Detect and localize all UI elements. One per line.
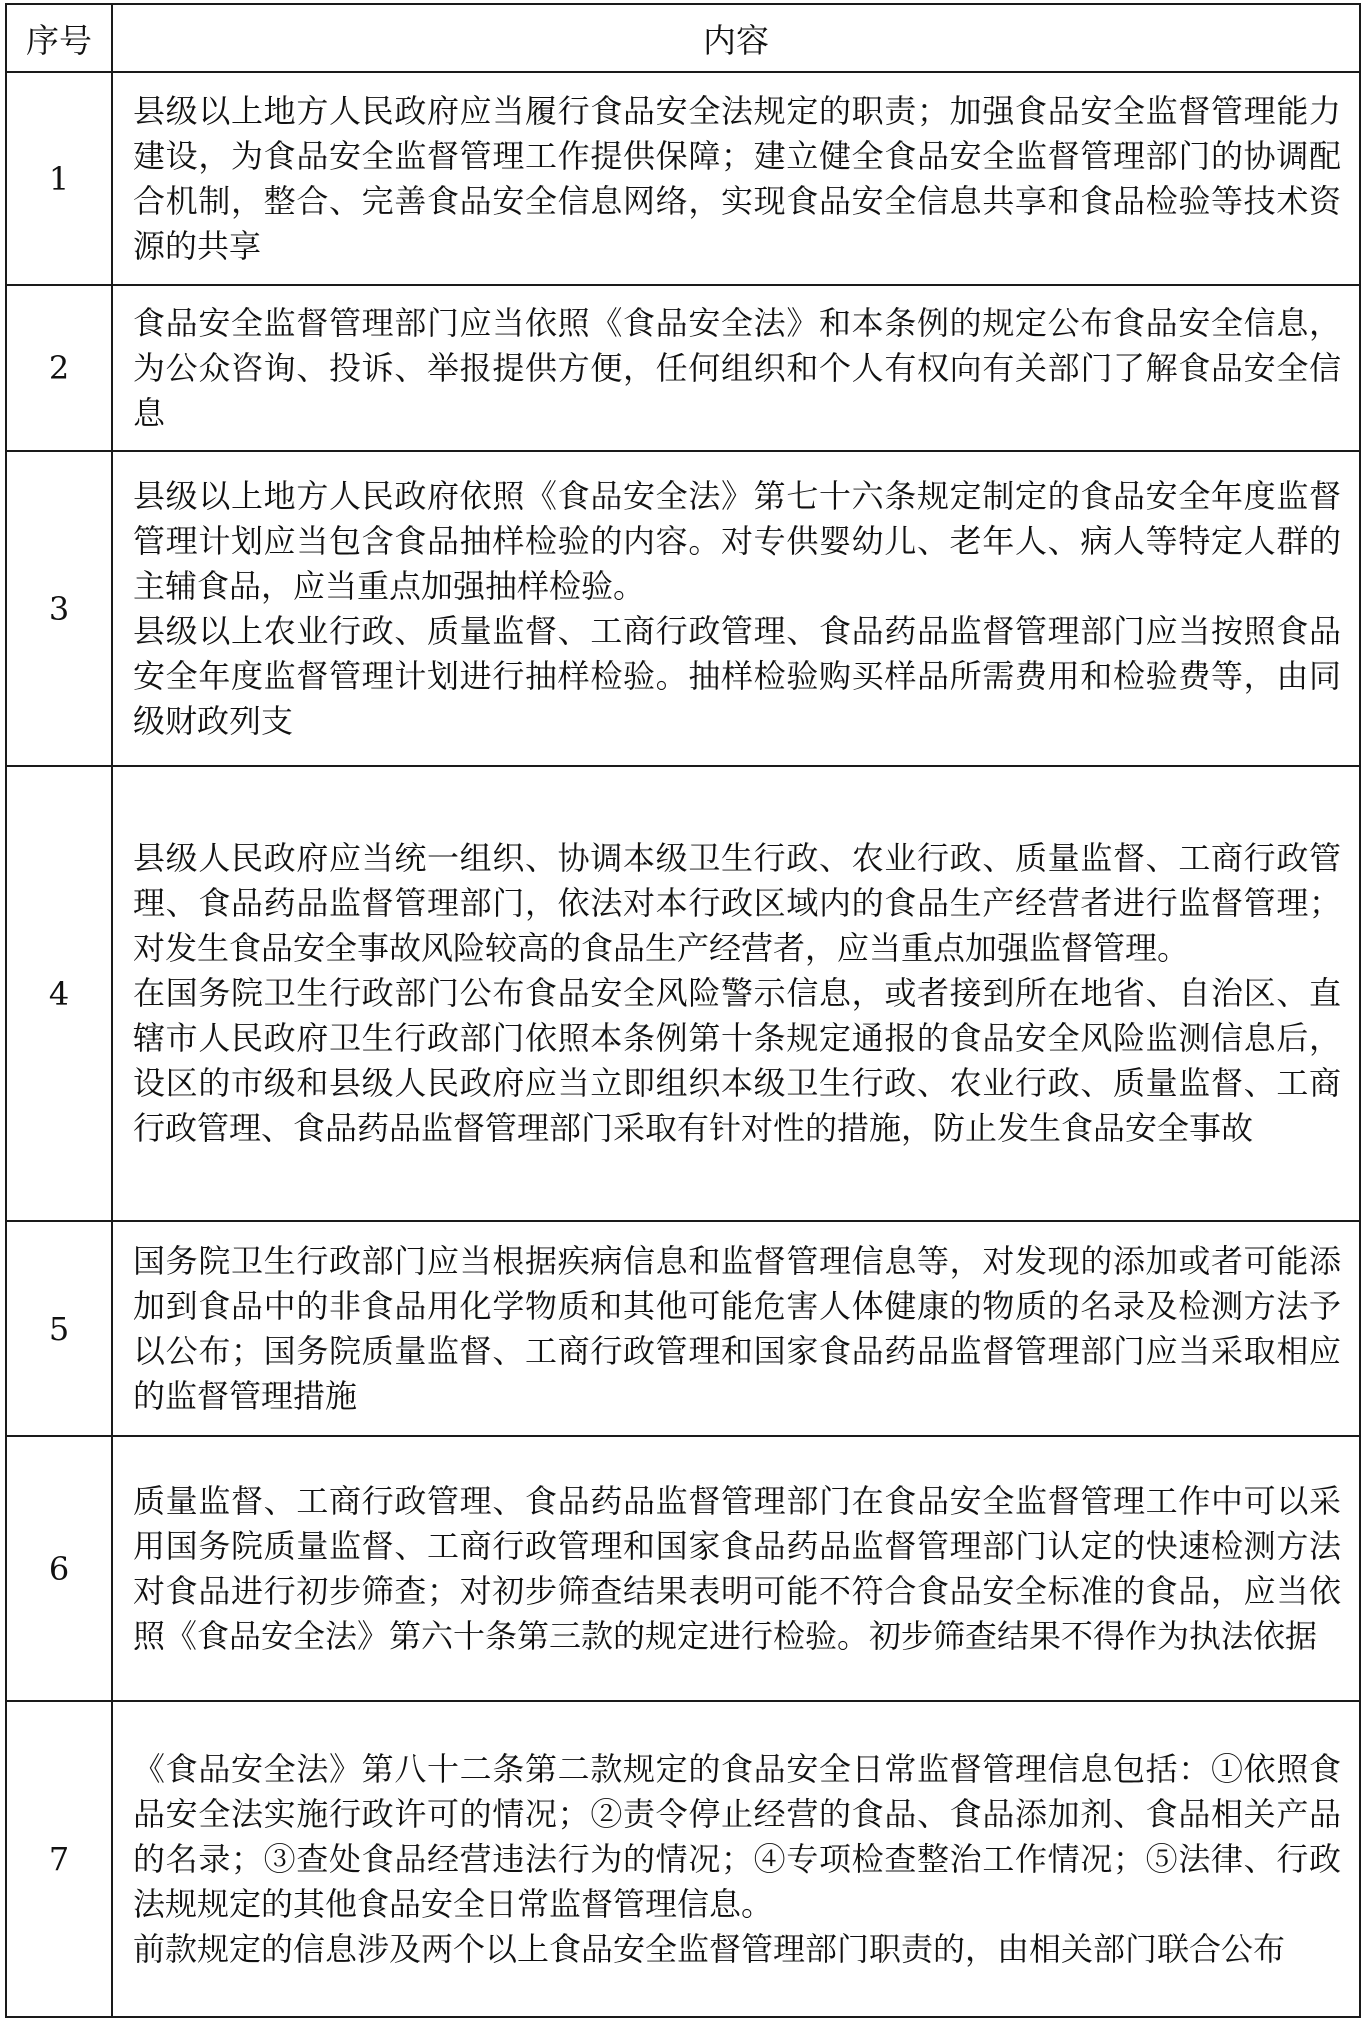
regulation-table — [5, 3, 1361, 2018]
content-paragraph: 县级以上地方人民政府依照《食品安全法》第七十六条规定制定的食品安全年度监督管理计划应当包含食品抽样检验的内容。对专供婴幼儿、老年人、病人等特定人群的主辅食品，应当重点加强抽样检验。 — [133, 476, 1341, 605]
row-number: 7 — [6, 1701, 112, 2017]
row-content — [112, 1221, 1360, 1436]
row-number: 3 — [6, 451, 112, 766]
table-header-row — [6, 4, 1360, 72]
content-paragraph: 国务院卫生行政部门应当根据疾病信息和监督管理信息等，对发现的添加或者可能添加到食品中的非食品用化学物质和其他可能危害人体健康的物质的名录及检测方法予以公布；国务院质量监督、工商行政管理和国家食品药品监督管理部门应当采取相应的监督管理措施 — [133, 1241, 1341, 1415]
content-paragraph: 县级人民政府应当统一组织、协调本级卫生行政、农业行政、质量监督、工商行政管理、食品药品监督管理部门，依法对本行政区域内的食品生产经营者进行监督管理；对发生食品安全事故风险较高的食品生产经营者，应当重点加强监督管理。 — [133, 839, 1341, 967]
content-paragraph: 前款规定的信息涉及两个以上食品安全监督管理部门职责的，由相关部门联合公布 — [133, 1929, 1286, 1968]
table-row — [6, 1436, 1360, 1701]
row-number: 1 — [6, 72, 112, 285]
content-paragraph: 县级以上农业行政、质量监督、工商行政管理、食品药品监督管理部门应当按照食品安全年度监督管理计划进行抽样检验。抽样检验购买样品所需费用和检验费等，由同级财政列支 — [133, 611, 1341, 740]
content-paragraph: 在国务院卫生行政部门公布食品安全风险警示信息，或者接到所在地省、自治区、直辖市人民政府卫生行政部门依照本条例第十条规定通报的食品安全风险监测信息后，设区的市级和县级人民政府应当立即组织本级卫生行政、农业行政、质量监督、工商行政管理、食品药品监督管理部门采取有针对性的措施，防止发生食品安全事故 — [133, 974, 1341, 1147]
header-no: 序号 — [6, 4, 112, 72]
table-row — [6, 766, 1360, 1221]
row-number: 5 — [6, 1221, 112, 1436]
content-paragraph: 质量监督、工商行政管理、食品药品监督管理部门在食品安全监督管理工作中可以采用国务院质量监督、工商行政管理和国家食品药品监督管理部门认定的快速检测方法对食品进行初步筛查；对初步筛查结果表明可能不符合食品安全标准的食品，应当依照《食品安全法》第六十条第三款的规定进行检验。初步筛查结果不得作为执法依据 — [133, 1481, 1341, 1655]
header-content: 内容 — [112, 4, 1360, 72]
row-number: 6 — [6, 1436, 112, 1701]
row-number: 2 — [6, 285, 112, 451]
row-content — [112, 285, 1360, 451]
row-content — [112, 766, 1360, 1221]
table-row — [6, 72, 1360, 285]
table-row — [6, 1221, 1360, 1436]
table-row — [6, 1701, 1360, 2017]
content-paragraph: 县级以上地方人民政府应当履行食品安全法规定的职责；加强食品安全监督管理能力建设，为食品安全监督管理工作提供保障；建立健全食品安全监督管理部门的协调配合机制，整合、完善食品安全信息网络，实现食品安全信息共享和食品检验等技术资源的共享 — [133, 91, 1341, 265]
content-paragraph: 食品安全监督管理部门应当依照《食品安全法》和本条例的规定公布食品安全信息，为公众咨询、投诉、举报提供方便，任何组织和个人有权向有关部门了解食品安全信息 — [133, 303, 1341, 432]
row-content — [112, 1436, 1360, 1701]
row-content — [112, 451, 1360, 766]
table-row — [6, 285, 1360, 451]
content-paragraph: 《食品安全法》第八十二条第二款规定的食品安全日常监督管理信息包括：①依照食品安全法实施行政许可的情况；②责令停止经营的食品、食品添加剂、食品相关产品的名录；③查处食品经营违法行为的情况；④专项检查整治工作情况；⑤法律、行政法规规定的其他食品安全日常监督管理信息。 — [133, 1749, 1341, 1923]
row-number: 4 — [6, 766, 112, 1221]
row-content — [112, 72, 1360, 285]
table-row — [6, 451, 1360, 766]
row-content — [112, 1701, 1360, 2017]
